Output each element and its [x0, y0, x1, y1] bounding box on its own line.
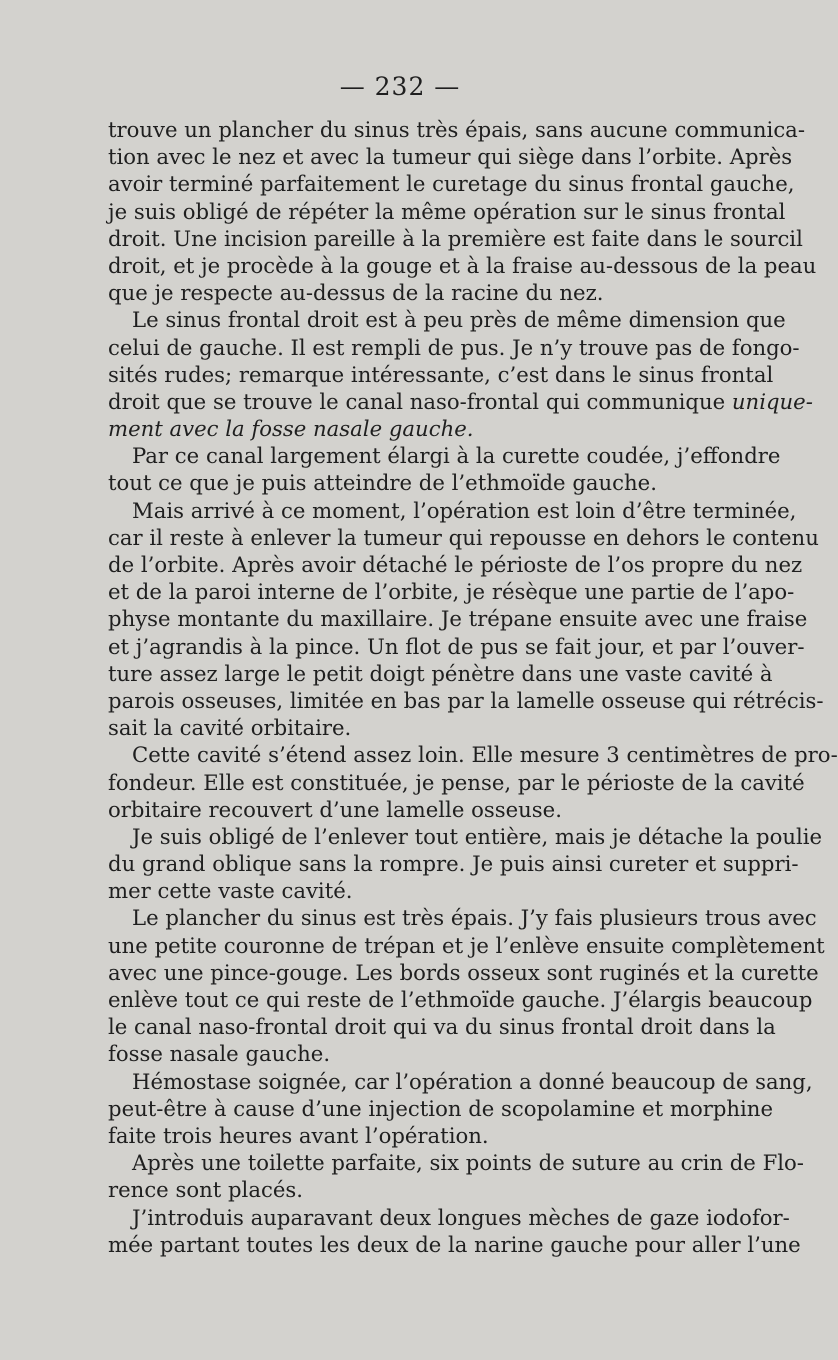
text-line: droit. Une incision pareille à la première est faite dans le sourcil [108, 225, 803, 251]
text-line: Le plancher du sinus est très épais. J’y fais plusieurs trous avec [132, 905, 817, 931]
text-line: ture assez large le petit doigt pénètre dans une vaste cavité à [108, 660, 773, 686]
text-line: sait la cavité orbitaire. [108, 715, 352, 741]
text-line: J’introduis auparavant deux longues mèches de gaze iodofor- [132, 1204, 790, 1230]
text-line: ment avec la fosse nasale gauche. [108, 416, 474, 442]
text-line: mer cette vaste cavité. [108, 878, 353, 904]
text-line: parois osseuses, limitée en bas par la lamelle osseuse qui rétrécis- [108, 687, 824, 713]
text-line: de l’orbite. Après avoir détaché le périoste de l’os propre du nez [108, 552, 803, 577]
text-line: sités rudes; remarque intéressante, c’est dans le sinus frontal [108, 361, 774, 387]
text-line: enlève tout ce qui reste de l’ethmoïde gauche. J’élargis beaucoup [108, 987, 813, 1012]
text-line: avoir terminé parfaitement le curetage du sinus frontal gauche, [108, 171, 795, 197]
text-line: mée partant toutes les deux de la narine gauche pour aller l’une [108, 1231, 801, 1257]
text-line: je suis obligé de répéter la même opération sur le sinus frontal [108, 198, 786, 224]
text-line: Après une toilette parfaite, six points de suture au crin de Flo- [132, 1150, 804, 1176]
text-line: droit, et je procède à la gouge et à la fraise au-dessous de la peau [108, 252, 817, 278]
text-line: fosse nasale gauche. [108, 1041, 331, 1067]
text-line: Le sinus frontal droit est à peu près de même dimension que [132, 307, 786, 333]
text-line: orbitaire recouvert d’une lamelle osseuse. [108, 796, 562, 822]
body-text [108, 116, 838, 1258]
text-line: Cette cavité s’étend assez loin. Elle mesure 3 centimètres de pro- [132, 742, 838, 768]
page-number: — 232 — [339, 72, 461, 101]
text-line: fondeur. Elle est constituée, je pense, par le périoste de la cavité [108, 769, 805, 795]
text-line: Hémostase soignée, car l’opération a donné beaucoup de sang, [132, 1068, 813, 1094]
text-line: et de la paroi interne de l’orbite, je résèque une partie de l’apo- [108, 579, 795, 605]
text-line: rence sont placés. [108, 1177, 303, 1203]
text-line: tout ce que je puis atteindre de l’ethmoïde gauche. [108, 470, 657, 496]
text-line: Mais arrivé à ce moment, l’opération est loin d’être terminée, [132, 497, 797, 523]
text-line: une petite couronne de trépan et je l’enlève ensuite complètement [108, 932, 825, 958]
text-line: tion avec le nez et avec la tumeur qui siège dans l’orbite. Après [108, 144, 793, 170]
text-line: physe montante du maxillaire. Je trépane ensuite avec une fraise [108, 606, 808, 632]
text-line: faite trois heures avant l’opération. [108, 1122, 489, 1148]
text-line: le canal naso-frontal droit qui va du sinus frontal droit dans la [108, 1014, 776, 1040]
text-line: trouve un plancher du sinus très épais, sans aucune communica- [108, 117, 805, 142]
text-line: car il reste à enlever la tumeur qui repousse en dehors le contenu [108, 524, 819, 550]
text-line: que je respecte au-dessus de la racine du nez. [108, 280, 604, 306]
text-line: droit que se trouve le canal naso-frontal qui communique unique- [108, 388, 813, 414]
text-line: Par ce canal largement élargi à la curette coudée, j’effondre [132, 443, 781, 469]
text-line: avec une pince-gouge. Les bords osseux sont ruginés et la curette [108, 959, 819, 985]
text-line: peut-être à cause d’une injection de scopolamine et morphine [108, 1095, 773, 1121]
text-line: du grand oblique sans la rompre. Je puis ainsi cureter et suppri- [108, 851, 799, 877]
text-line: celui de gauche. Il est rempli de pus. Je n’y trouve pas de fongo- [108, 334, 800, 360]
text-line: Je suis obligé de l’enlever tout entière, mais je détache la poulie [132, 823, 823, 849]
text-line: et j’agrandis à la pince. Un flot de pus se fait jour, et par l’ouver- [108, 633, 805, 659]
